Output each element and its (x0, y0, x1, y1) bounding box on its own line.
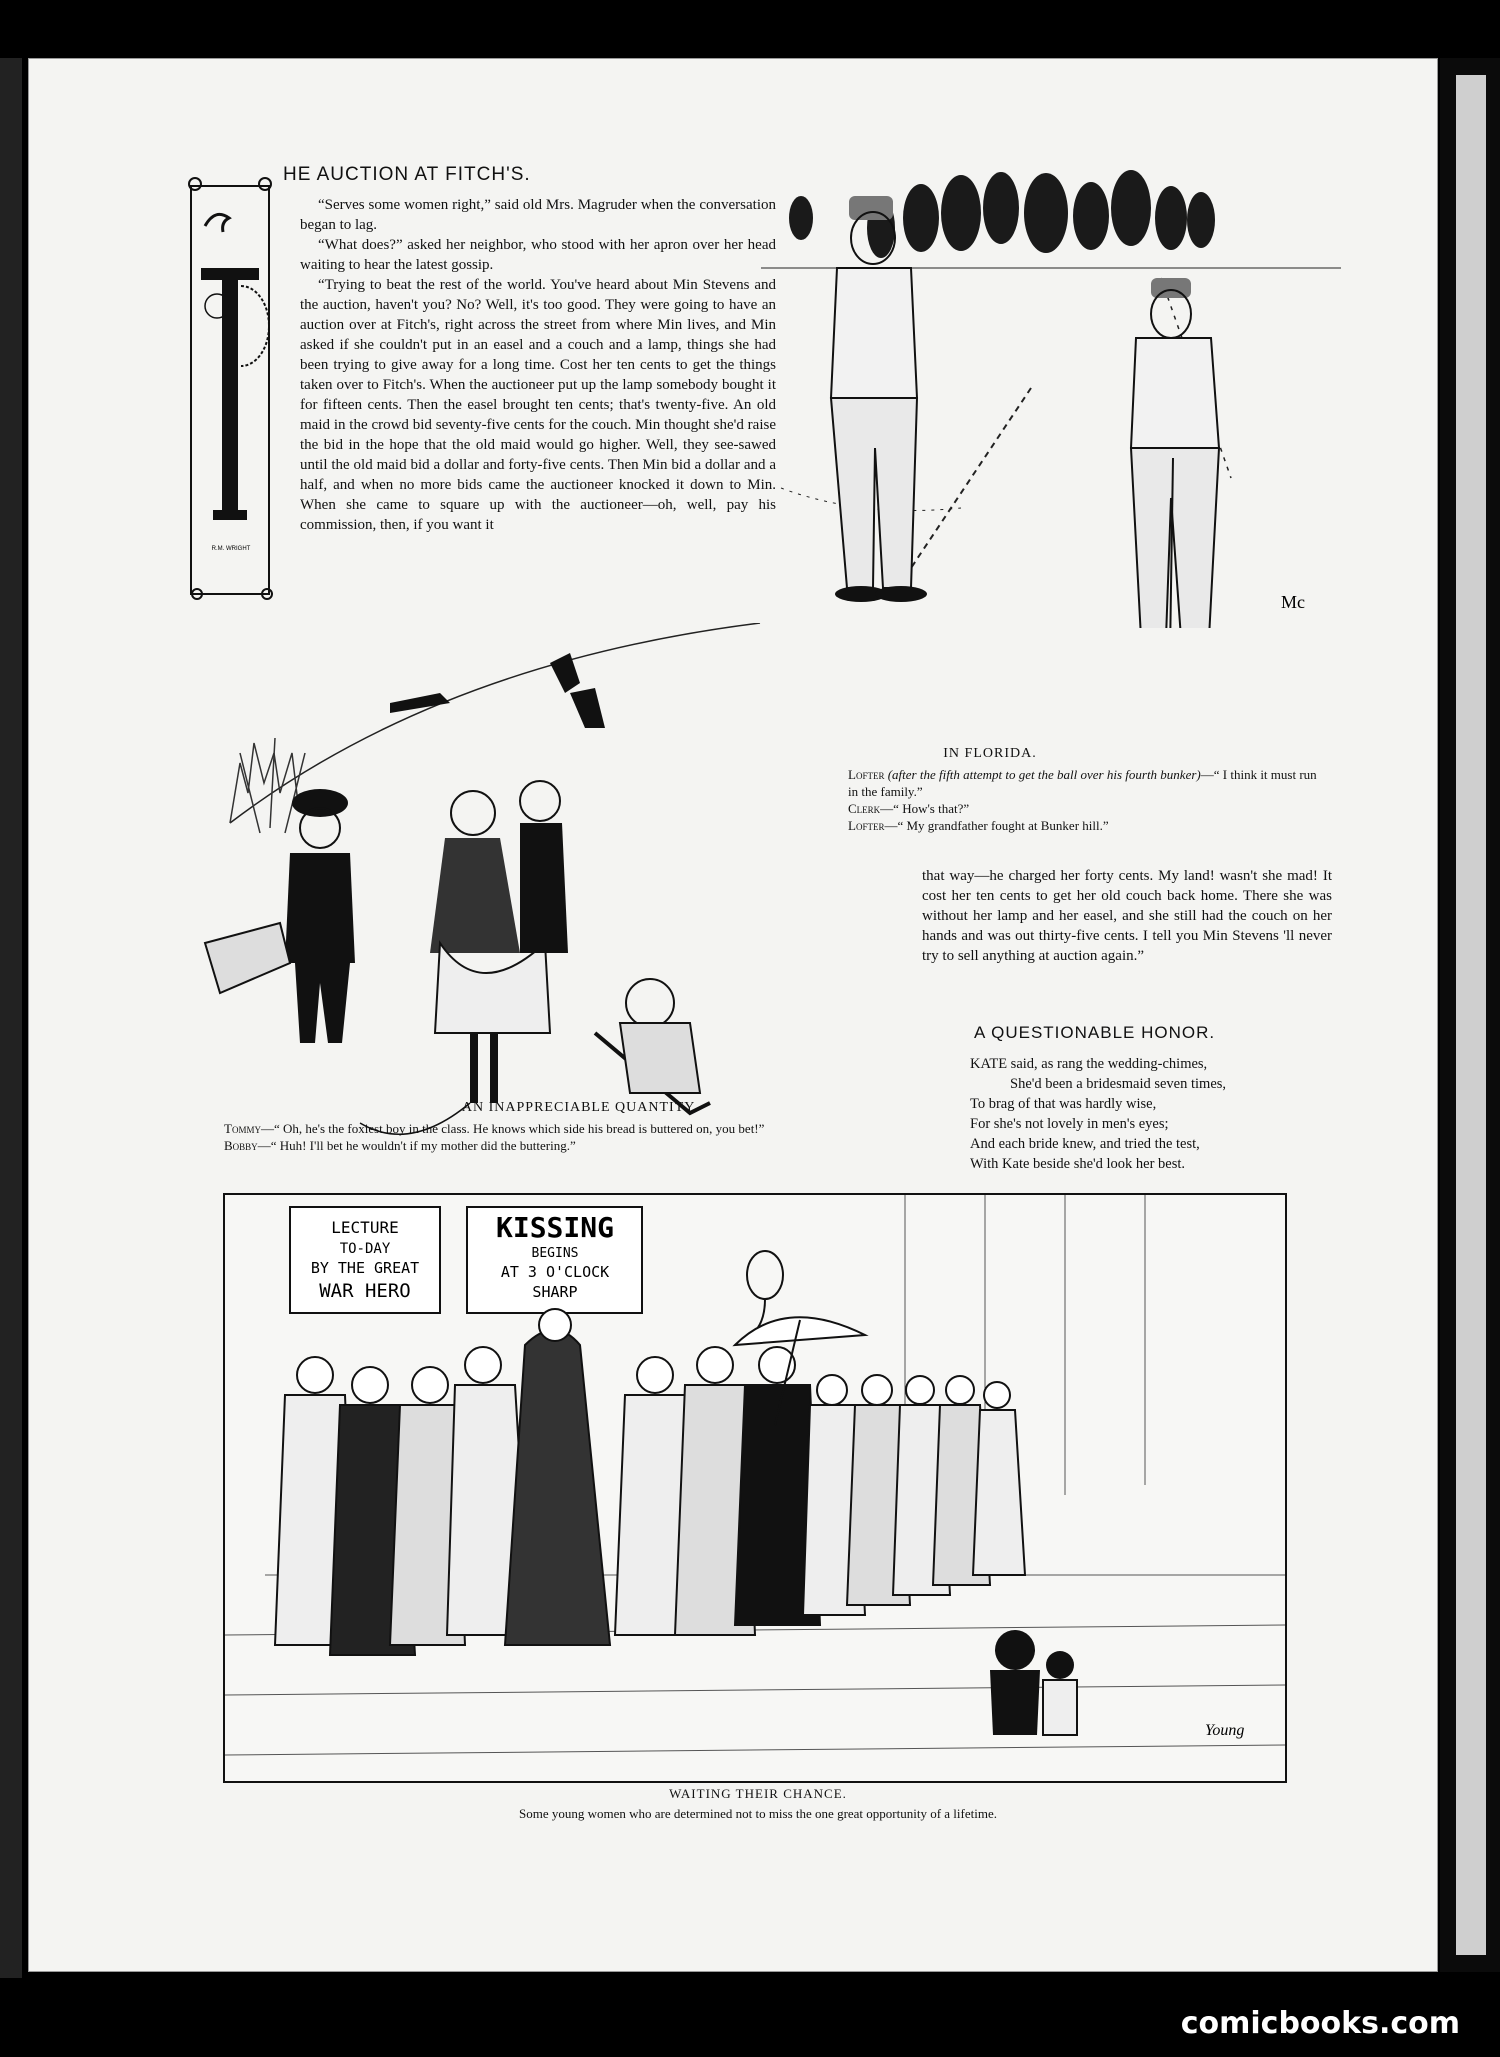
auction-paragraph: “Serves some women right,” said old Mrs. Magruder when the conversation began to lag. (300, 197, 776, 233)
inappreciable-caption (190, 1120, 930, 1154)
golf-illustration (761, 158, 1341, 628)
auction-continuation: that way—he charged her forty cents. My land! wasn't she mad! It cost her ten cents to get her old couch back home. There she was without her lamp and her easel, and she still had the couch on her hands and was out thirty-five cents. I tell you Min Stevens 'll never try to sell anything at auction again.” (922, 868, 1332, 964)
next-page-edge (1456, 75, 1486, 1955)
sign-lecture: LECTURE (331, 1218, 399, 1237)
florida-title: IN FLORIDA. (943, 746, 1037, 761)
poem-line: And each bride knew, and tried the test, (970, 1136, 1200, 1152)
auction-text-column (300, 195, 776, 535)
page-left-binding (0, 58, 22, 1978)
honor-poem (970, 1054, 1330, 1174)
inappreciable-speaker: Tommy (224, 1121, 261, 1136)
magazine-page (28, 58, 1438, 1972)
golf-signature: Mc (1281, 592, 1305, 612)
waiting-signature: Young (1205, 1722, 1245, 1739)
auction-paragraph: “What does?” asked her neighbor, who stood with her apron over her head waiting to hear the latest gossip. (300, 237, 776, 273)
decorative-initial-t (185, 176, 277, 604)
sign-kissing: KISSING (495, 1211, 615, 1244)
poem-line: With Kate beside she'd look her best. (970, 1156, 1186, 1172)
inappreciable-speaker: Bobby (224, 1138, 258, 1153)
watermark: comicbooks.com (1180, 2006, 1460, 2041)
poem-line: She'd been a bridesmaid seven times, (1010, 1076, 1227, 1092)
inappreciable-line: —“ Huh! I'll bet he wouldn't if my mother did the buttering.” (257, 1138, 576, 1153)
sign-by-the-great: BY THE GREAT (310, 1259, 420, 1277)
waiting-illustration (223, 1193, 1287, 1783)
poem-line: To brag of that was hardly wise, (970, 1096, 1157, 1112)
sign-sharp: SHARP (532, 1283, 578, 1301)
inappreciable-title: AN INAPPRECIABLE QUANTITY. (461, 1100, 699, 1115)
florida-speaker: Lofter (848, 767, 885, 782)
waiting-title: WAITING THEIR CHANCE. (669, 1786, 847, 1801)
poem-line: For she's not lovely in men's eyes; (970, 1116, 1169, 1132)
honor-title: A QUESTIONABLE HONOR. (974, 1023, 1216, 1042)
florida-speaker: Clerk (848, 801, 881, 816)
initial-credit: R.M. WRIGHT (211, 546, 251, 552)
sign-begins: BEGINS (531, 1246, 579, 1261)
sign-today: TO-DAY (339, 1241, 391, 1257)
florida-line: —“ My grandfather fought at Bunker hill.” (884, 818, 1109, 833)
florida-caption (848, 766, 1328, 834)
poem-line: KATE said, as rang the wedding-chimes, (970, 1056, 1208, 1072)
sledding-illustration (190, 623, 790, 1148)
florida-line: —“ How's that?” (880, 801, 970, 816)
florida-line: —“ I think it must run in the family.” (848, 767, 1317, 799)
auction-paragraph: “Trying to beat the rest of the world. You've heard about Min Stevens and the auction, haven't you? No? Well, it's too good. They were going to have an auction over at Fitch's, right across the street from where Min lives, and Min asked if she couldn't put in an easel and a couch and a lamp, things she had been trying to give away for a long time. Cost her ten cents to get the things taken over to Fitch's. When the auctioneer put up the lamp somebody bought it for fifteen cents. Then the easel brought ten cents; that's twenty-five. An old maid in the crowd bid seventy-five cents for the couch. Min thought she'd raise the bid in the hope that the old maid would go higher. Well, they see-sawed until the old maid bid a dollar and forty-five cents. Then Min bid a dollar and a half, and when no more bids came the auctioneer knocked it down to Min. When she came to square up with the auctioneer—oh, well, pay his commission, then, if you want it (300, 277, 776, 533)
inappreciable-line: —“ Oh, he's the foxiest boy in the class. He knows which side his bread is buttered on, you bet!” (260, 1121, 765, 1136)
waiting-subtitle: Some young women who are determined not to miss the one great opportunity of a lifetime. (518, 1806, 997, 1821)
florida-speaker: Lofter (848, 818, 885, 833)
sign-war-hero: WAR HERO (319, 1280, 411, 1302)
florida-stage-direction: (after the fifth attempt to get the ball over his fourth bunker) (887, 767, 1201, 782)
sign-time: AT 3 O'CLOCK (500, 1263, 610, 1281)
auction-title: HE AUCTION AT FITCH'S. (283, 164, 531, 185)
